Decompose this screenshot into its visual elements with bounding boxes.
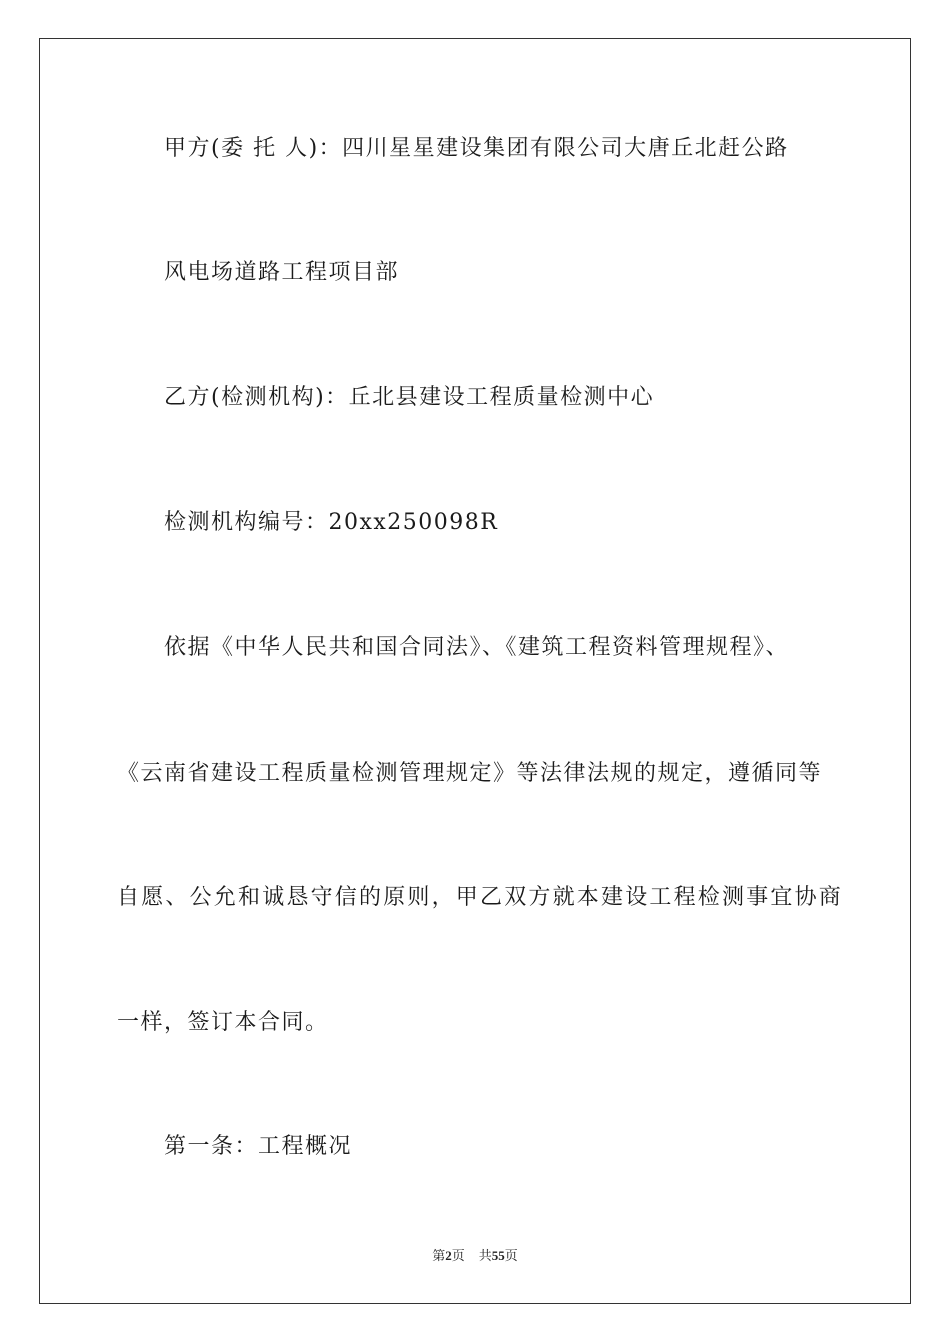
footer-total-prefix: 共 bbox=[478, 1248, 492, 1263]
article-one-heading: 第一条：工程概况 bbox=[164, 1134, 353, 1159]
party-a-continuation: 风电场道路工程项目部 bbox=[164, 260, 400, 285]
footer-page-prefix: 第 bbox=[432, 1248, 446, 1263]
page-frame bbox=[39, 38, 911, 1304]
footer-page-number: 2 bbox=[445, 1248, 452, 1263]
party-b-line: 乙方(检测机构)：丘北县建设工程质量检测中心 bbox=[164, 385, 655, 410]
party-a-line: 甲方(委 托 人)：四川星星建设集团有限公司大唐丘北赶公路 bbox=[164, 136, 789, 161]
basis-paragraph-line-3: 自愿、公允和诚恳守信的原则，甲乙双方就本建设工程检测事宜协商 bbox=[117, 885, 844, 910]
basis-paragraph-line-4: 一样，签订本合同。 bbox=[117, 1010, 329, 1035]
agency-number-line: 检测机构编号：20xx250098R bbox=[164, 510, 499, 535]
basis-paragraph-line-1: 依据《中华人民共和国合同法》、《建筑工程资料管理规程》、 bbox=[164, 635, 790, 660]
page-footer bbox=[0, 1247, 950, 1265]
footer-total-suffix: 页 bbox=[504, 1248, 518, 1263]
footer-page-suffix: 页 bbox=[451, 1248, 465, 1263]
footer-total-pages: 55 bbox=[491, 1248, 505, 1263]
basis-paragraph-line-2: 《云南省建设工程质量检测管理规定》等法律法规的规定，遵循同等 bbox=[117, 761, 823, 786]
